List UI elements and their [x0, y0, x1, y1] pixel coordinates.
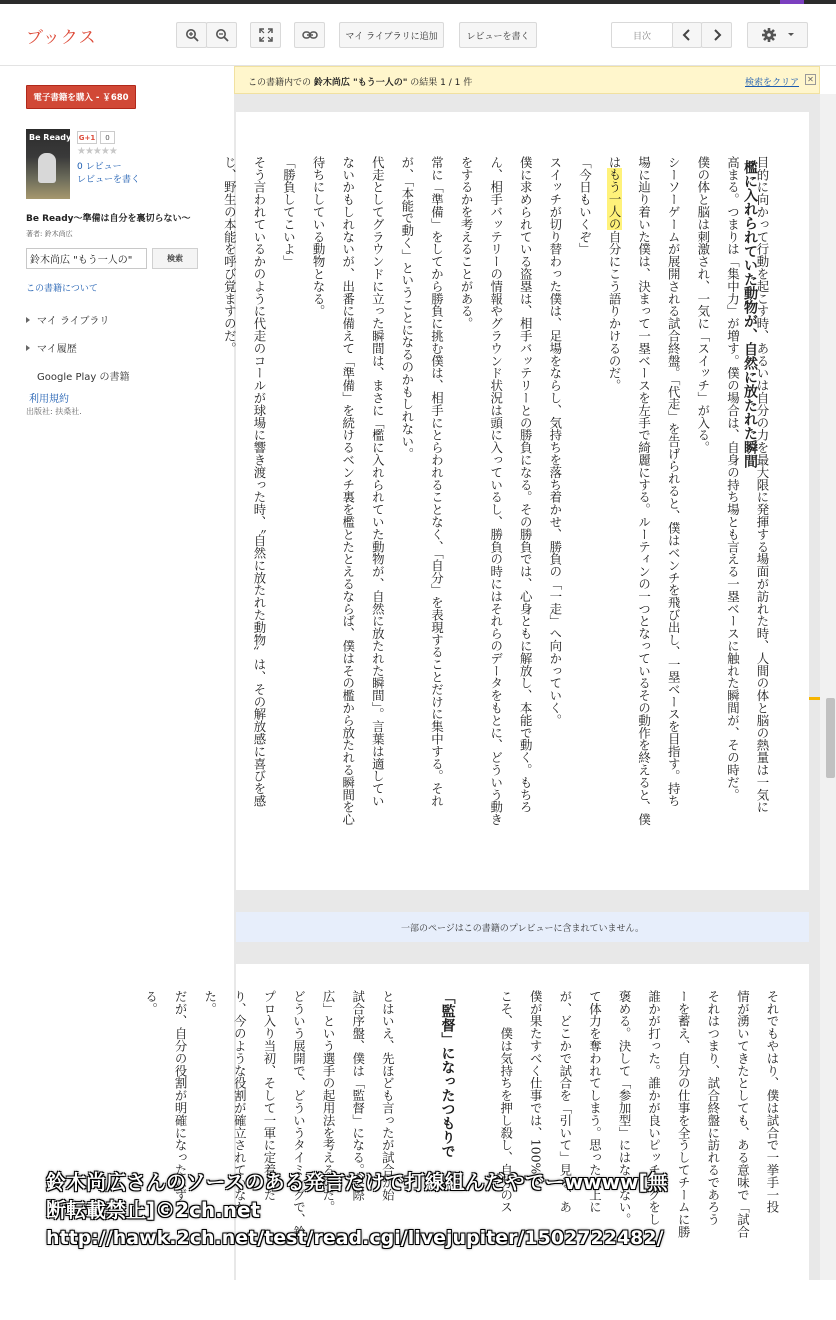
link-button[interactable]	[294, 22, 325, 48]
sidebar-item-my-history[interactable]	[26, 340, 77, 355]
close-icon[interactable]: ✕	[805, 74, 816, 85]
toolbar	[0, 4, 836, 66]
text-line: こそ、僕は気持ちを押し殺し、自分のス	[498, 990, 514, 1214]
book-cover[interactable]	[26, 129, 70, 199]
zoom-out-icon	[215, 28, 229, 42]
text-line: だが、自分の役割が明確になったはず	[173, 990, 189, 1201]
triangle-right-icon	[26, 317, 30, 323]
text-line: た。	[202, 990, 218, 1015]
chevron-down-icon	[787, 32, 795, 38]
text-line: をするかを考えることがある。	[459, 156, 475, 330]
reviews-count-link[interactable]: 0 レビュー	[77, 162, 122, 172]
book-author: 著者: 鈴木尚広	[26, 230, 73, 238]
chevron-left-icon	[682, 29, 692, 41]
google-play-books-link[interactable]: Google Play の書籍	[37, 372, 130, 383]
sidebar-item-my-library[interactable]	[26, 312, 109, 327]
gplus-count: 0	[100, 131, 115, 144]
text-line: 常に「準備」をしてから勝負に挑む僕は、相手にとらわれることなく、「自分」を表現することだけに集中する。それ	[429, 156, 445, 807]
text-line: ーを蓄え、自分の仕事を全うしてチームに勝	[676, 990, 692, 1238]
text-line: 「勝負してこいよ」	[281, 156, 297, 268]
add-to-library-button[interactable]: マイ ライブラリに追加	[339, 22, 444, 48]
contents-button[interactable]: 目次	[611, 22, 673, 48]
text-line: 僕に求められている盗塁は、相手バッテリーとの勝負になる。その勝負では、心身ともに解放し、本能で動く。もちろ	[518, 156, 534, 814]
text-line: シーソーゲームが展開される試合終盤。「代走」を告げられると、僕はベンチを飛び出し、一塁ベースを目指す。持ち	[666, 156, 682, 807]
zoom-in-button[interactable]	[176, 22, 207, 48]
text-line: 高まる。つまりは「集中力」が増す。僕の場合は、自身の持ち場とも言える一塁ベースに触れた瞬間が、その時だ。	[725, 156, 741, 801]
text-line: それはつまり、試合終盤に訪れるであろう	[705, 990, 721, 1226]
text-line: ないかもしれないが、出番に備えて「準備」を続けるベンチ裏を檻とたとえるならば、僕はその檻から放たれる瞬間を心	[340, 156, 356, 826]
viewer-scrollbar[interactable]	[820, 94, 836, 1280]
text-line: じ、野生の本能を呼び覚ますのだ。	[222, 156, 238, 355]
text-line: 試合序盤、僕は「監督」になる。実際	[350, 990, 366, 1201]
caption-line-2: 断転載禁止]©2ch.net	[46, 1198, 261, 1222]
text-line: 誰かが打った。誰かが良いピッチングをし	[646, 990, 662, 1226]
search-in-book-input[interactable]	[26, 248, 147, 269]
settings-button[interactable]	[747, 22, 808, 48]
search-result-notice	[234, 66, 820, 94]
books-logo[interactable]: ブックス	[26, 28, 97, 48]
rating-stars: ★★★★★	[77, 146, 117, 157]
sidebar-item-label: マイ履歴	[37, 344, 77, 355]
text-line: 待ちにしている動物となる。	[311, 156, 327, 318]
gear-icon	[761, 27, 777, 43]
text-line: て体力を奪われてしまう。思った以上に	[587, 990, 603, 1214]
scrollbar-thumb[interactable]	[826, 698, 835, 778]
next-page-button[interactable]	[701, 22, 732, 48]
caption-line-1: 鈴木尚広さんのソースのある発言だけで打線組んだやでーwwww[無	[46, 1170, 668, 1194]
text-line: る。	[143, 990, 159, 1015]
search-hit-marker	[809, 697, 820, 700]
zoom-in-icon	[185, 28, 199, 42]
text-line: り、今のような役割が確立されていなか	[232, 990, 248, 1214]
text-line: 僕の体と脳は刺激され、一気に「スイッチ」が入る。	[695, 156, 711, 454]
text-line: そう言われているかのように代走のコールが球場に響き渡った時、〝自然に放たれた動物〟は、その解放感に喜びを感	[251, 156, 267, 807]
triangle-right-icon	[26, 345, 30, 351]
book-title: Be Ready〜準備は自分を裏切らない〜	[26, 214, 191, 224]
text-line: プロ入り当初、そして一軍に定着した	[261, 990, 277, 1201]
clear-search-link[interactable]: 検索をクリア	[745, 78, 800, 88]
notice-query: 鈴木尚広 "もう一人の"	[313, 78, 408, 88]
text-line: 広」という選手の起用法を考えるのだ。	[321, 990, 337, 1214]
publisher: 出版社: 扶桑社.	[26, 407, 82, 416]
thread-caption-overlay	[46, 1168, 836, 1252]
text-line	[402, 990, 432, 1320]
text-line: スイッチが切り替わった僕は、足場をならし、気持ちを落ち着かせ、勝負の「一走」へ向かっていく。	[547, 156, 563, 727]
omitted-pages-notice: 一部のページはこの書籍のプレビューに含まれていません。	[236, 912, 809, 942]
text-line: 「監督」になったつもりで	[439, 990, 456, 1158]
section-heading: 檻に入れられていた動物が、自然に放たれた瞬間	[742, 160, 758, 468]
text-line: 代走としてグラウンドに立った瞬間は、まさに「檻に入れられていた動物が、自然に放たれた瞬間」。言葉は適してい	[370, 156, 386, 807]
write-review-link[interactable]: レビューを書く	[77, 175, 141, 185]
cover-title: Be Ready	[29, 133, 72, 142]
about-book-link[interactable]: この書籍について	[26, 284, 98, 294]
text-line: 「今日もいくぞ」	[577, 156, 593, 256]
write-review-button[interactable]: レビューを書く	[459, 22, 537, 48]
text-line: ん、相手バッテリーの情報やグラウンド状況は頭に入っているし、勝負の時にはそれらのデータをもとに、どういう動き	[488, 156, 504, 826]
fullscreen-icon	[259, 28, 273, 42]
text-line: 褒める。決して「参加型」にはならない。	[617, 990, 633, 1226]
text-line: 僕が果たすべく仕事では、100%の	[528, 990, 544, 1187]
search-button[interactable]: 検索	[152, 248, 198, 269]
page-2-text	[136, 990, 787, 1320]
previous-page-button[interactable]	[672, 22, 702, 48]
page-1-text	[215, 156, 777, 926]
text-line: 目的に向かって行動を起こす時、あるいは自分の力を最大限に発揮する場面が訪れた時、人間の体と脳の熱量は一気に	[755, 156, 770, 814]
text-line	[461, 990, 491, 1320]
text-line: が、「本能で動く」ということになるのかもしれない。	[399, 156, 415, 460]
search-highlight: もう一人の	[607, 168, 623, 231]
gplus-button[interactable]: G+1	[77, 131, 97, 144]
text-line: 情が湧いてきたとしても、ある意味で「試合	[735, 990, 751, 1238]
sidebar-item-label: マイ ライブラリ	[37, 316, 110, 327]
text-line: はもう一人の自分にこう語りかけるのだ。	[607, 156, 623, 392]
buy-ebook-button[interactable]: 電子書籍を購入 - ￥680	[26, 85, 136, 109]
text-line: 場に辿り着いた僕は、決まって一塁ベースを左手で綺麗にする。ルーティンの一つとなっているその動作を終えると、僕	[636, 156, 652, 826]
fullscreen-button[interactable]	[250, 22, 281, 48]
terms-link[interactable]: 利用規約	[29, 394, 69, 405]
cover-figure	[38, 153, 56, 183]
link-icon	[302, 30, 318, 40]
book-page-1	[222, 112, 809, 890]
text-line: どういう展開で、どういうタイミングで、鈴	[291, 990, 307, 1238]
caption-line-3: http://hawk.2ch.net/test/read.cgi/livejupiter/1502722482/	[46, 1227, 664, 1249]
zoom-out-button[interactable]	[206, 22, 237, 48]
text-line: とはいえ、先ほども言ったが試合が始	[380, 990, 396, 1201]
chevron-right-icon	[712, 29, 722, 41]
text-line: が、どこかで試合を「引いて」見る、あ	[557, 990, 573, 1214]
text-line: それでもやはり、僕は試合で一挙手一投	[765, 990, 780, 1214]
notice-text: この書籍内での 鈴木尚広 "もう一人の" の結果 1 / 1 件	[248, 78, 473, 88]
